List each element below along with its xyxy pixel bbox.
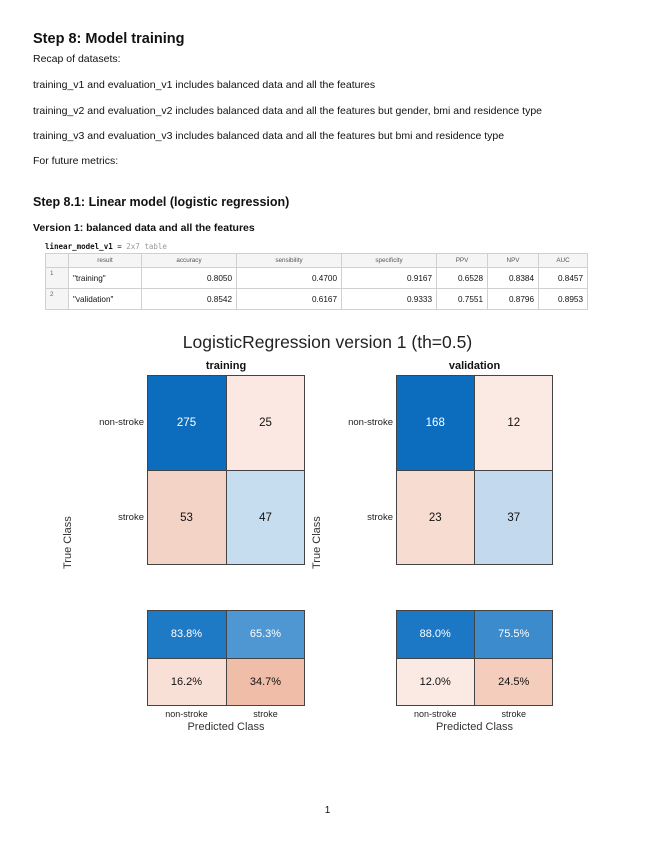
panel-title-training: training bbox=[205, 360, 247, 372]
matrix-cell: 47 bbox=[226, 470, 305, 565]
row-label: stroke bbox=[118, 511, 144, 523]
table-row bbox=[46, 289, 588, 310]
y-axis-label: True Class bbox=[311, 516, 323, 569]
matrix-cell: 275 bbox=[147, 375, 226, 470]
column-label: stroke bbox=[501, 709, 526, 719]
precision-cell: 88.0% bbox=[396, 610, 475, 658]
column-label: non-stroke bbox=[413, 709, 457, 719]
matrix-divider-h bbox=[396, 470, 553, 471]
column-header: accuracy bbox=[142, 254, 237, 268]
precision-cell: 24.5% bbox=[475, 658, 554, 706]
table-cell: 0.6167 bbox=[237, 289, 342, 310]
dataset-line-3: training_v3 and evaluation_v3 includes balanced data and all the features but bmi and residence type bbox=[33, 130, 505, 142]
figure-title: LogisticRegression version 1 (th=0.5) bbox=[182, 332, 473, 352]
variable-name: linear_model_v1 bbox=[45, 242, 113, 251]
x-axis-label: Predicted Class bbox=[435, 721, 514, 733]
precision-cell: 75.5% bbox=[475, 610, 554, 658]
column-label: stroke bbox=[253, 709, 278, 719]
row-label: non-stroke bbox=[99, 416, 144, 428]
row-label: stroke bbox=[367, 511, 393, 523]
row-index: 2 bbox=[46, 289, 69, 310]
table-cell: 0.4700 bbox=[237, 268, 342, 289]
table-cell: 0.8050 bbox=[142, 268, 237, 289]
table-cell: "training" bbox=[69, 268, 142, 289]
recap-text: Recap of datasets: bbox=[33, 53, 121, 65]
column-header: NPV bbox=[488, 254, 539, 268]
matrix-cell: 53 bbox=[147, 470, 226, 565]
column-header: sensibility bbox=[237, 254, 342, 268]
page-heading: Step 8: Model training bbox=[33, 31, 185, 47]
section-heading: Step 8.1: Linear model (logistic regression) bbox=[33, 195, 290, 209]
table-header-row bbox=[46, 254, 588, 268]
precision-cell: 34.7% bbox=[226, 658, 305, 706]
column-label: non-stroke bbox=[165, 709, 208, 719]
column-header: result bbox=[69, 254, 142, 268]
panel-title-validation: validation bbox=[448, 360, 501, 372]
table-cell: 0.7551 bbox=[437, 289, 488, 310]
precision-divider-h bbox=[396, 658, 553, 659]
table-cell: 0.9333 bbox=[342, 289, 437, 310]
matrix-cell: 25 bbox=[226, 375, 305, 470]
page-number: 1 bbox=[324, 805, 331, 816]
precision-cell: 65.3% bbox=[226, 610, 305, 658]
table-cell: 0.8953 bbox=[539, 289, 588, 310]
table-cell: 0.8796 bbox=[488, 289, 539, 310]
x-axis-label: Predicted Class bbox=[187, 721, 265, 733]
row-label: non-stroke bbox=[348, 416, 393, 428]
column-header: PPV bbox=[437, 254, 488, 268]
variable-type: 2x7 table bbox=[126, 242, 167, 251]
dataset-line-2: training_v2 and evaluation_v2 includes balanced data and all the features but gender, bmi and residence type bbox=[33, 105, 543, 117]
column-header: AUC bbox=[539, 254, 588, 268]
table-cell: 0.9167 bbox=[342, 268, 437, 289]
future-metrics-text: For future metrics: bbox=[33, 155, 119, 167]
matrix-divider-h bbox=[147, 470, 305, 471]
table-cell: 0.8457 bbox=[539, 268, 588, 289]
results-table bbox=[45, 253, 588, 310]
matrix-cell: 12 bbox=[475, 375, 554, 470]
row-index: 1 bbox=[46, 268, 69, 289]
precision-cell: 12.0% bbox=[396, 658, 475, 706]
precision-divider-h bbox=[147, 658, 305, 659]
table-cell: 0.8384 bbox=[488, 268, 539, 289]
variable-eq: = bbox=[112, 242, 127, 251]
table-cell: 0.6528 bbox=[437, 268, 488, 289]
index-header bbox=[46, 254, 69, 268]
matrix-cell: 37 bbox=[475, 470, 554, 565]
table-cell: "validation" bbox=[69, 289, 142, 310]
dataset-line-1: training_v1 and evaluation_v1 includes balanced data and all the features bbox=[33, 79, 376, 91]
variable-display bbox=[45, 242, 167, 251]
y-axis-label: True Class bbox=[62, 516, 74, 569]
table-row bbox=[46, 268, 588, 289]
column-header: specificity bbox=[342, 254, 437, 268]
matrix-cell: 23 bbox=[396, 470, 475, 565]
precision-cell: 16.2% bbox=[147, 658, 226, 706]
precision-cell: 83.8% bbox=[147, 610, 226, 658]
subsection-heading: Version 1: balanced data and all the features bbox=[33, 222, 255, 234]
matrix-cell: 168 bbox=[396, 375, 475, 470]
table-cell: 0.8542 bbox=[142, 289, 237, 310]
